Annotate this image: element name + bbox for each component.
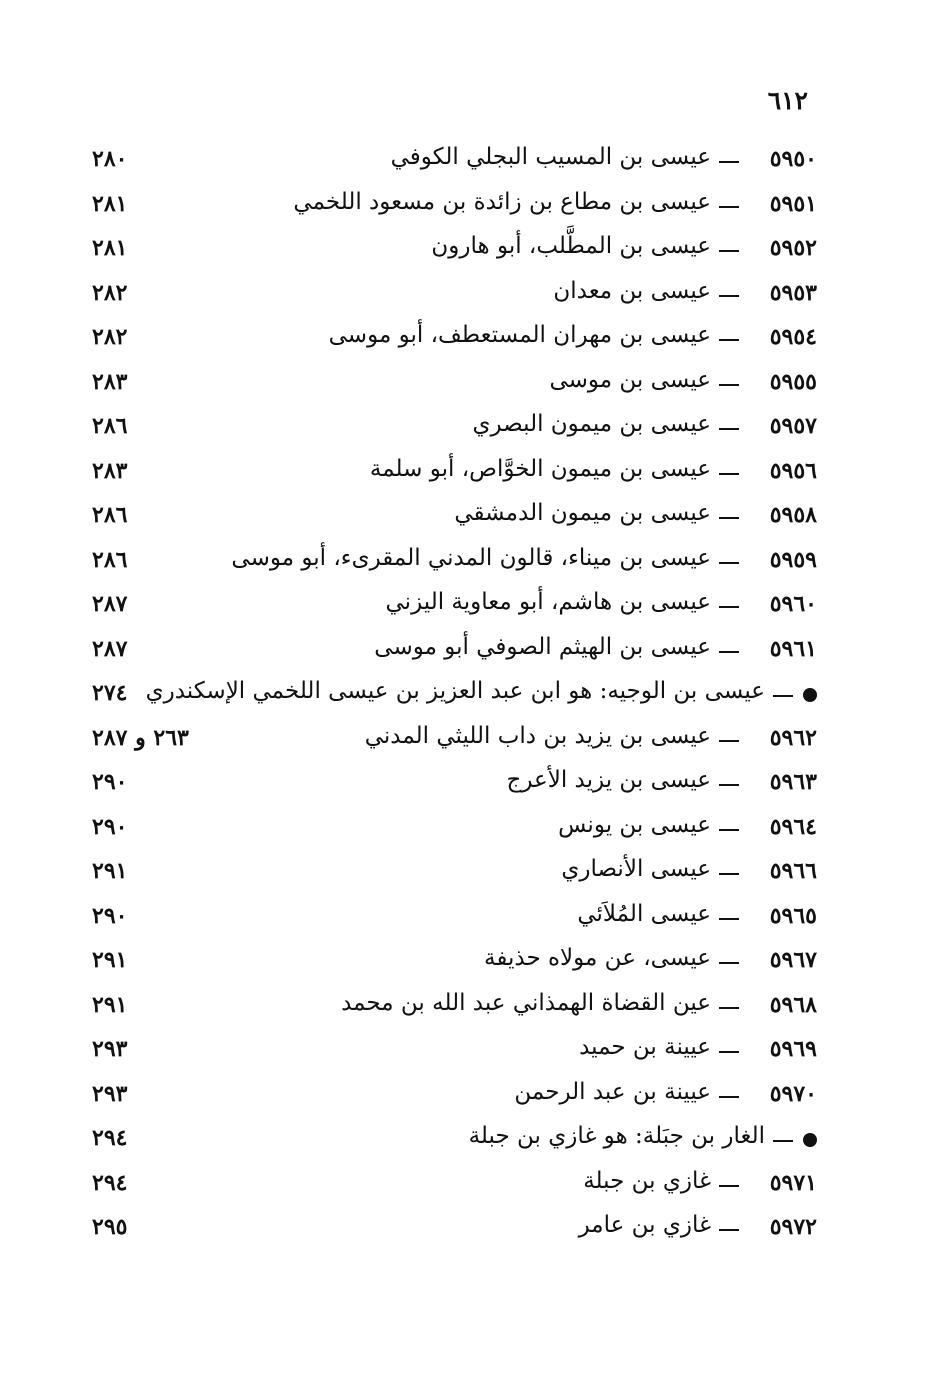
index-entry	[0, 630, 935, 675]
index-entry	[0, 852, 935, 897]
entry-name: عيسى بن يزيد بن داب الليثي المدني	[364, 722, 711, 749]
entry-name: عيينة بن حميد	[579, 1034, 711, 1060]
entry-name: عيسى بن يونس	[558, 811, 711, 838]
dash-separator	[719, 1051, 739, 1053]
entry-number: ٥٩٦٨	[769, 991, 817, 1018]
dash-separator	[719, 428, 739, 430]
entry-number: ٥٩٦٩	[769, 1036, 817, 1062]
dash-separator	[719, 740, 739, 742]
page-reference: ٢٨٦	[92, 546, 128, 573]
index-entry	[0, 1208, 935, 1253]
entry-name: عيسى بن معدان	[553, 277, 711, 304]
entry-name: عيسى بن مطاع بن زائدة بن مسعود اللخمي	[293, 188, 711, 215]
entry-number: ٥٩٦٢	[769, 724, 817, 751]
page-reference: ٢٧٤	[92, 680, 128, 706]
dash-separator	[719, 562, 739, 564]
dash-separator	[719, 962, 739, 964]
dash-separator	[719, 606, 739, 608]
dash-separator	[719, 250, 739, 252]
dash-separator	[719, 918, 739, 920]
page-reference: ٢٨٧	[92, 635, 128, 662]
index-entry	[0, 897, 935, 942]
entry-name: عيسى بن المطَّلب، أبو هارون	[431, 233, 711, 259]
index-entry	[0, 274, 935, 319]
index-entry	[0, 407, 935, 452]
entry-name: عيسى بن ميناء، قالون المدني المقرىء، أبو موسى	[231, 544, 711, 571]
entry-name: عيسى، عن مولاه حذيفة	[484, 945, 711, 971]
dash-separator	[719, 873, 739, 875]
page-reference: ٢٩٠	[92, 813, 128, 840]
index-entry	[0, 941, 935, 986]
index-entry	[0, 986, 935, 1031]
entry-name: عيسى بن ميمون الخوَّاص، أبو سلمة	[369, 455, 711, 482]
dash-separator	[719, 651, 739, 653]
page-reference: ٢٨٧	[92, 591, 128, 617]
entry-number: ٥٩٥٧	[769, 413, 817, 439]
page-reference: ٢٩٠	[92, 769, 128, 795]
page-reference: ٢٩٥	[92, 1214, 128, 1240]
entry-number: ٥٩٦١	[769, 635, 817, 662]
index-list	[0, 140, 935, 1260]
page-reference: ٢٨١	[92, 190, 128, 217]
entry-name: عيسى بن الوجيه: هو ابن عبد العزيز بن عيسى اللخمي الإسكندري	[145, 678, 765, 704]
dash-separator	[719, 784, 739, 786]
page-reference: ٢٦٣ و ٢٨٧	[92, 724, 189, 751]
page-reference: ٢٩٤	[92, 1125, 128, 1151]
page-reference: ٢٨٦	[92, 413, 128, 439]
entry-number: ٥٩٦٣	[769, 769, 817, 795]
page-reference: ٢٨٣	[92, 457, 128, 484]
page-reference: ٢٩١	[92, 858, 128, 884]
index-entry	[0, 1164, 935, 1209]
entry-number: ٥٩٦٥	[769, 902, 817, 929]
index-entry	[0, 318, 935, 363]
entry-name: عيسى بن الهيثم الصوفي أبو موسى	[374, 633, 711, 660]
entry-number: ٥٩٥٨	[769, 502, 817, 528]
entry-name: عيسى المُلاَئي	[577, 900, 711, 927]
dash-separator	[719, 206, 739, 208]
index-entry	[0, 229, 935, 274]
entry-number: ٥٩٥١	[769, 190, 817, 217]
page-reference: ٢٨٠	[92, 146, 128, 172]
page-number: ٦١٢	[767, 86, 808, 115]
entry-number: ٥٩٥٤	[769, 324, 817, 350]
index-entry	[0, 1075, 935, 1120]
dash-separator	[719, 829, 739, 831]
page-reference: ٢٨٦	[92, 502, 128, 528]
dash-separator	[773, 1140, 793, 1142]
page-reference: ٢٩١	[92, 947, 128, 973]
index-entry	[0, 185, 935, 230]
index-entry	[0, 363, 935, 408]
cross-reference-entry	[0, 1119, 935, 1164]
dash-separator	[719, 1096, 739, 1098]
entry-number: ٥٩٥٠	[769, 146, 817, 172]
page-reference: ٢٨١	[92, 235, 128, 261]
entry-number: ٥٩٧٢	[769, 1214, 817, 1240]
page-reference: ٢٩١	[92, 991, 128, 1018]
dash-separator	[719, 161, 739, 163]
dash-separator	[719, 384, 739, 386]
index-entry	[0, 808, 935, 853]
entry-name: غازي بن جبلة	[583, 1167, 711, 1194]
index-entry	[0, 719, 935, 764]
entry-name: عيينة بن عبد الرحمن	[514, 1078, 711, 1105]
entry-name: الغار بن جبَلة: هو غازي بن جبلة	[468, 1123, 765, 1149]
entry-name: عيسى بن ميمون الدمشقي	[454, 500, 711, 526]
index-entry	[0, 140, 935, 185]
entry-number: ٥٩٧٠	[769, 1080, 817, 1107]
bullet-icon	[803, 688, 817, 702]
entry-name: عيسى بن موسى	[549, 366, 711, 393]
index-entry	[0, 541, 935, 586]
page-reference: ٢٩٣	[92, 1036, 128, 1062]
page-reference: ٢٩٠	[92, 902, 128, 929]
entry-number: ٥٩٧١	[769, 1169, 817, 1196]
dash-separator	[719, 473, 739, 475]
entry-number: ٥٩٥٢	[769, 235, 817, 261]
dash-separator	[719, 1229, 739, 1231]
page-reference: ٢٨٢	[92, 324, 128, 350]
index-entry	[0, 763, 935, 808]
entry-name: عيسى بن ميمون البصري	[472, 411, 711, 437]
entry-number: ٥٩٥٦	[769, 457, 817, 484]
entry-number: ٥٩٥٩	[769, 546, 817, 573]
dash-separator	[719, 1185, 739, 1187]
dash-separator	[773, 695, 793, 697]
entry-number: ٥٩٥٥	[769, 368, 817, 395]
bullet-icon	[803, 1133, 817, 1147]
dash-separator	[719, 517, 739, 519]
entry-name: غازي بن عامر	[578, 1212, 711, 1238]
dash-separator	[719, 1007, 739, 1009]
entry-number: ٥٩٦٠	[769, 591, 817, 617]
page-reference: ٢٨٣	[92, 368, 128, 395]
entry-name: عيسى بن المسيب البجلي الكوفي	[390, 144, 711, 170]
dash-separator	[719, 339, 739, 341]
entry-name: عيسى بن هاشم، أبو معاوية اليزني	[385, 589, 711, 615]
dash-separator	[719, 295, 739, 297]
page-reference: ٢٨٢	[92, 279, 128, 306]
page-reference: ٢٩٣	[92, 1080, 128, 1107]
page-reference: ٢٩٤	[92, 1169, 128, 1196]
index-entry	[0, 1030, 935, 1075]
index-entry	[0, 585, 935, 630]
cross-reference-entry	[0, 674, 935, 719]
entry-number: ٥٩٥٣	[769, 279, 817, 306]
entry-name: عيسى بن مهران المستعطف، أبو موسى	[328, 322, 711, 348]
index-entry	[0, 496, 935, 541]
entry-number: ٥٩٦٦	[769, 858, 817, 884]
entry-name: عين القضاة الهمذاني عبد الله بن محمد	[341, 989, 711, 1016]
entry-name: عيسى الأنصاري	[561, 856, 711, 882]
entry-name: عيسى بن يزيد الأعرج	[506, 767, 711, 793]
entry-number: ٥٩٦٤	[769, 813, 817, 840]
entry-number: ٥٩٦٧	[769, 947, 817, 973]
index-entry	[0, 452, 935, 497]
